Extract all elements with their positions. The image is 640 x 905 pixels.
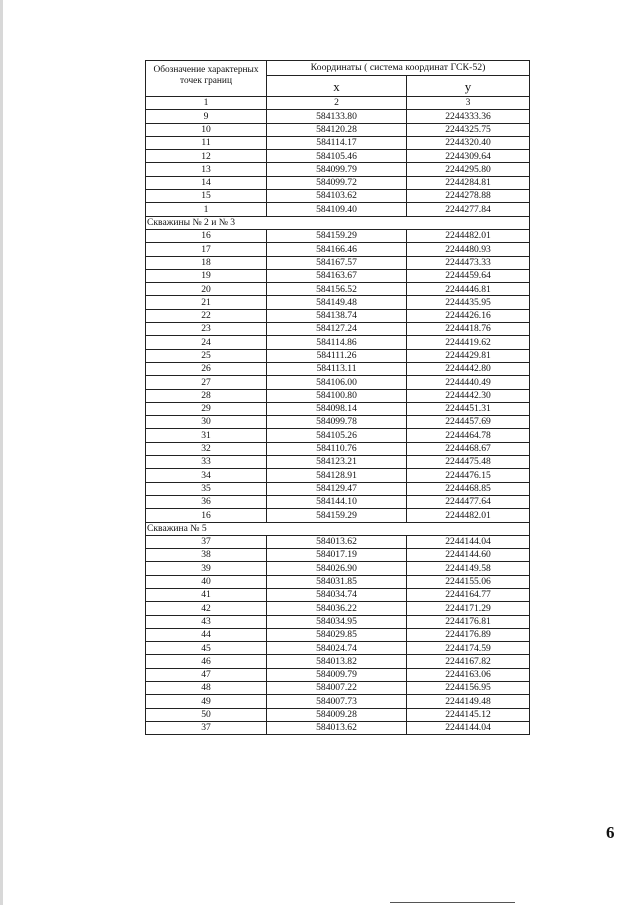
point-cell: 50 xyxy=(146,708,267,721)
point-cell: 16 xyxy=(146,229,267,242)
table-row xyxy=(146,269,530,282)
table-row xyxy=(146,721,530,734)
coordinates-table xyxy=(145,60,530,735)
table-row xyxy=(146,309,530,322)
point-cell: 37 xyxy=(146,721,267,734)
header-row-numbers xyxy=(146,97,530,110)
x-coordinate-cell: 584159.29 xyxy=(267,229,407,242)
table-row xyxy=(146,176,530,189)
y-coordinate-cell: 2244156.95 xyxy=(407,682,530,695)
y-coordinate-cell: 2244171.29 xyxy=(407,602,530,615)
point-cell: 47 xyxy=(146,668,267,681)
y-coordinate-cell: 2244176.81 xyxy=(407,615,530,628)
point-cell: 19 xyxy=(146,269,267,282)
x-coordinate-cell: 584120.28 xyxy=(267,123,407,136)
x-coordinate-cell: 584167.57 xyxy=(267,256,407,269)
table-row xyxy=(146,416,530,429)
scan-page-edge xyxy=(0,0,3,905)
point-cell: 14 xyxy=(146,176,267,189)
table-row xyxy=(146,203,530,216)
table-header xyxy=(146,61,530,110)
y-coordinate-cell: 2244278.88 xyxy=(407,190,530,203)
section-row xyxy=(146,216,530,229)
section-row xyxy=(146,522,530,535)
table-row xyxy=(146,495,530,508)
y-coordinate-cell: 2244473.33 xyxy=(407,256,530,269)
y-coordinate-cell: 2244144.60 xyxy=(407,549,530,562)
x-coordinate-cell: 584026.90 xyxy=(267,562,407,575)
y-coordinate-cell: 2244440.49 xyxy=(407,376,530,389)
y-coordinate-cell: 2244429.81 xyxy=(407,349,530,362)
table-row xyxy=(146,482,530,495)
table-row xyxy=(146,190,530,203)
point-cell: 9 xyxy=(146,110,267,123)
x-coordinate-cell: 584009.28 xyxy=(267,708,407,721)
header-x: х xyxy=(267,76,407,97)
x-coordinate-cell: 584103.62 xyxy=(267,190,407,203)
column-number-2: 2 xyxy=(267,97,407,110)
table-row xyxy=(146,469,530,482)
table-row xyxy=(146,349,530,362)
y-coordinate-cell: 2244426.16 xyxy=(407,309,530,322)
table-row xyxy=(146,549,530,562)
table-row xyxy=(146,429,530,442)
page-number: 6 xyxy=(606,823,615,842)
table-row xyxy=(146,402,530,415)
x-coordinate-cell: 584106.00 xyxy=(267,376,407,389)
section-label-well-5: Скважина № 5 xyxy=(146,522,530,535)
x-coordinate-cell: 584031.85 xyxy=(267,575,407,588)
bottom-rule xyxy=(390,902,515,903)
y-coordinate-cell: 2244446.81 xyxy=(407,283,530,296)
table-row xyxy=(146,668,530,681)
point-cell: 32 xyxy=(146,442,267,455)
y-coordinate-cell: 2244145.12 xyxy=(407,708,530,721)
y-coordinate-cell: 2244419.62 xyxy=(407,336,530,349)
point-cell: 12 xyxy=(146,150,267,163)
point-cell: 41 xyxy=(146,588,267,601)
table-row xyxy=(146,509,530,522)
x-coordinate-cell: 584013.82 xyxy=(267,655,407,668)
x-coordinate-cell: 584144.10 xyxy=(267,495,407,508)
x-coordinate-cell: 584166.46 xyxy=(267,243,407,256)
x-coordinate-cell: 584017.19 xyxy=(267,549,407,562)
point-cell: 18 xyxy=(146,256,267,269)
point-cell: 10 xyxy=(146,123,267,136)
y-coordinate-cell: 2244482.01 xyxy=(407,229,530,242)
point-cell: 30 xyxy=(146,416,267,429)
header-designation: Обозначение характерных точек границ xyxy=(146,61,267,97)
point-cell: 44 xyxy=(146,628,267,641)
point-cell: 35 xyxy=(146,482,267,495)
point-cell: 16 xyxy=(146,509,267,522)
x-coordinate-cell: 584123.21 xyxy=(267,456,407,469)
point-cell: 48 xyxy=(146,682,267,695)
table-row xyxy=(146,588,530,601)
table-row xyxy=(146,136,530,149)
x-coordinate-cell: 584129.47 xyxy=(267,482,407,495)
y-coordinate-cell: 2244333.36 xyxy=(407,110,530,123)
table-row xyxy=(146,229,530,242)
x-coordinate-cell: 584105.26 xyxy=(267,429,407,442)
table-row xyxy=(146,336,530,349)
point-cell: 37 xyxy=(146,535,267,548)
point-cell: 38 xyxy=(146,549,267,562)
y-coordinate-cell: 2244464.78 xyxy=(407,429,530,442)
header-coordinates: Координаты ( система координат ГСК-52) xyxy=(267,61,530,76)
y-coordinate-cell: 2244164.77 xyxy=(407,588,530,601)
table-row xyxy=(146,283,530,296)
x-coordinate-cell: 584138.74 xyxy=(267,309,407,322)
y-coordinate-cell: 2244167.82 xyxy=(407,655,530,668)
table-row xyxy=(146,575,530,588)
table-row xyxy=(146,323,530,336)
x-coordinate-cell: 584013.62 xyxy=(267,721,407,734)
table-row xyxy=(146,562,530,575)
table-row xyxy=(146,256,530,269)
y-coordinate-cell: 2244309.64 xyxy=(407,150,530,163)
point-cell: 39 xyxy=(146,562,267,575)
point-cell: 29 xyxy=(146,402,267,415)
x-coordinate-cell: 584009.79 xyxy=(267,668,407,681)
y-coordinate-cell: 2244176.89 xyxy=(407,628,530,641)
table-row xyxy=(146,243,530,256)
point-cell: 40 xyxy=(146,575,267,588)
table-row xyxy=(146,642,530,655)
x-coordinate-cell: 584036.22 xyxy=(267,602,407,615)
y-coordinate-cell: 2244144.04 xyxy=(407,721,530,734)
y-coordinate-cell: 2244468.85 xyxy=(407,482,530,495)
table-row xyxy=(146,376,530,389)
x-coordinate-cell: 584099.79 xyxy=(267,163,407,176)
section-label-wells-2-3: Скважины № 2 и № 3 xyxy=(146,216,530,229)
x-coordinate-cell: 584127.24 xyxy=(267,323,407,336)
table-row xyxy=(146,110,530,123)
x-coordinate-cell: 584099.72 xyxy=(267,176,407,189)
point-cell: 20 xyxy=(146,283,267,296)
y-coordinate-cell: 2244295.80 xyxy=(407,163,530,176)
point-cell: 46 xyxy=(146,655,267,668)
y-coordinate-cell: 2244174.59 xyxy=(407,642,530,655)
y-coordinate-cell: 2244459.64 xyxy=(407,269,530,282)
group-1-rows xyxy=(146,110,530,216)
x-coordinate-cell: 584034.95 xyxy=(267,615,407,628)
table-row xyxy=(146,163,530,176)
y-coordinate-cell: 2244477.64 xyxy=(407,495,530,508)
y-coordinate-cell: 2244475.48 xyxy=(407,456,530,469)
x-coordinate-cell: 584149.48 xyxy=(267,296,407,309)
x-coordinate-cell: 584113.11 xyxy=(267,362,407,375)
y-coordinate-cell: 2244155.06 xyxy=(407,575,530,588)
table-row xyxy=(146,535,530,548)
x-coordinate-cell: 584114.86 xyxy=(267,336,407,349)
y-coordinate-cell: 2244163.06 xyxy=(407,668,530,681)
y-coordinate-cell: 2244442.30 xyxy=(407,389,530,402)
section-3-header xyxy=(146,522,530,535)
header-row-top xyxy=(146,61,530,76)
table-row xyxy=(146,362,530,375)
x-coordinate-cell: 584156.52 xyxy=(267,283,407,296)
section-2-header xyxy=(146,216,530,229)
group-2-rows xyxy=(146,229,530,522)
point-cell: 15 xyxy=(146,190,267,203)
x-coordinate-cell: 584034.74 xyxy=(267,588,407,601)
point-cell: 24 xyxy=(146,336,267,349)
y-coordinate-cell: 2244457.69 xyxy=(407,416,530,429)
y-coordinate-cell: 2244284.81 xyxy=(407,176,530,189)
y-coordinate-cell: 2244149.48 xyxy=(407,695,530,708)
point-cell: 26 xyxy=(146,362,267,375)
point-cell: 28 xyxy=(146,389,267,402)
point-cell: 22 xyxy=(146,309,267,322)
y-coordinate-cell: 2244480.93 xyxy=(407,243,530,256)
table-row xyxy=(146,442,530,455)
table-row xyxy=(146,602,530,615)
point-cell: 27 xyxy=(146,376,267,389)
point-cell: 25 xyxy=(146,349,267,362)
table-row xyxy=(146,123,530,136)
point-cell: 17 xyxy=(146,243,267,256)
point-cell: 43 xyxy=(146,615,267,628)
column-number-3: 3 xyxy=(407,97,530,110)
point-cell: 11 xyxy=(146,136,267,149)
column-number-1: 1 xyxy=(146,97,267,110)
y-coordinate-cell: 2244451.31 xyxy=(407,402,530,415)
y-coordinate-cell: 2244149.58 xyxy=(407,562,530,575)
y-coordinate-cell: 2244320.40 xyxy=(407,136,530,149)
point-cell: 45 xyxy=(146,642,267,655)
x-coordinate-cell: 584100.80 xyxy=(267,389,407,402)
table-row xyxy=(146,150,530,163)
point-cell: 33 xyxy=(146,456,267,469)
header-y: у xyxy=(407,76,530,97)
point-cell: 34 xyxy=(146,469,267,482)
y-coordinate-cell: 2244435.95 xyxy=(407,296,530,309)
x-coordinate-cell: 584114.17 xyxy=(267,136,407,149)
table-row xyxy=(146,389,530,402)
table-row xyxy=(146,682,530,695)
x-coordinate-cell: 584024.74 xyxy=(267,642,407,655)
y-coordinate-cell: 2244277.84 xyxy=(407,203,530,216)
group-3-rows xyxy=(146,535,530,734)
y-coordinate-cell: 2244325.75 xyxy=(407,123,530,136)
table-row xyxy=(146,655,530,668)
table-row xyxy=(146,296,530,309)
point-cell: 23 xyxy=(146,323,267,336)
table-row xyxy=(146,628,530,641)
y-coordinate-cell: 2244482.01 xyxy=(407,509,530,522)
x-coordinate-cell: 584159.29 xyxy=(267,509,407,522)
x-coordinate-cell: 584007.73 xyxy=(267,695,407,708)
point-cell: 31 xyxy=(146,429,267,442)
x-coordinate-cell: 584109.40 xyxy=(267,203,407,216)
point-cell: 49 xyxy=(146,695,267,708)
y-coordinate-cell: 2244476.15 xyxy=(407,469,530,482)
point-cell: 36 xyxy=(146,495,267,508)
table-row xyxy=(146,615,530,628)
table-row xyxy=(146,456,530,469)
point-cell: 13 xyxy=(146,163,267,176)
x-coordinate-cell: 584098.14 xyxy=(267,402,407,415)
x-coordinate-cell: 584007.22 xyxy=(267,682,407,695)
y-coordinate-cell: 2244418.76 xyxy=(407,323,530,336)
x-coordinate-cell: 584133.80 xyxy=(267,110,407,123)
x-coordinate-cell: 584128.91 xyxy=(267,469,407,482)
y-coordinate-cell: 2244144.04 xyxy=(407,535,530,548)
x-coordinate-cell: 584099.78 xyxy=(267,416,407,429)
x-coordinate-cell: 584029.85 xyxy=(267,628,407,641)
x-coordinate-cell: 584110.76 xyxy=(267,442,407,455)
y-coordinate-cell: 2244468.67 xyxy=(407,442,530,455)
table-row xyxy=(146,695,530,708)
x-coordinate-cell: 584013.62 xyxy=(267,535,407,548)
x-coordinate-cell: 584163.67 xyxy=(267,269,407,282)
point-cell: 21 xyxy=(146,296,267,309)
x-coordinate-cell: 584105.46 xyxy=(267,150,407,163)
x-coordinate-cell: 584111.26 xyxy=(267,349,407,362)
point-cell: 42 xyxy=(146,602,267,615)
point-cell: 1 xyxy=(146,203,267,216)
y-coordinate-cell: 2244442.80 xyxy=(407,362,530,375)
table-row xyxy=(146,708,530,721)
